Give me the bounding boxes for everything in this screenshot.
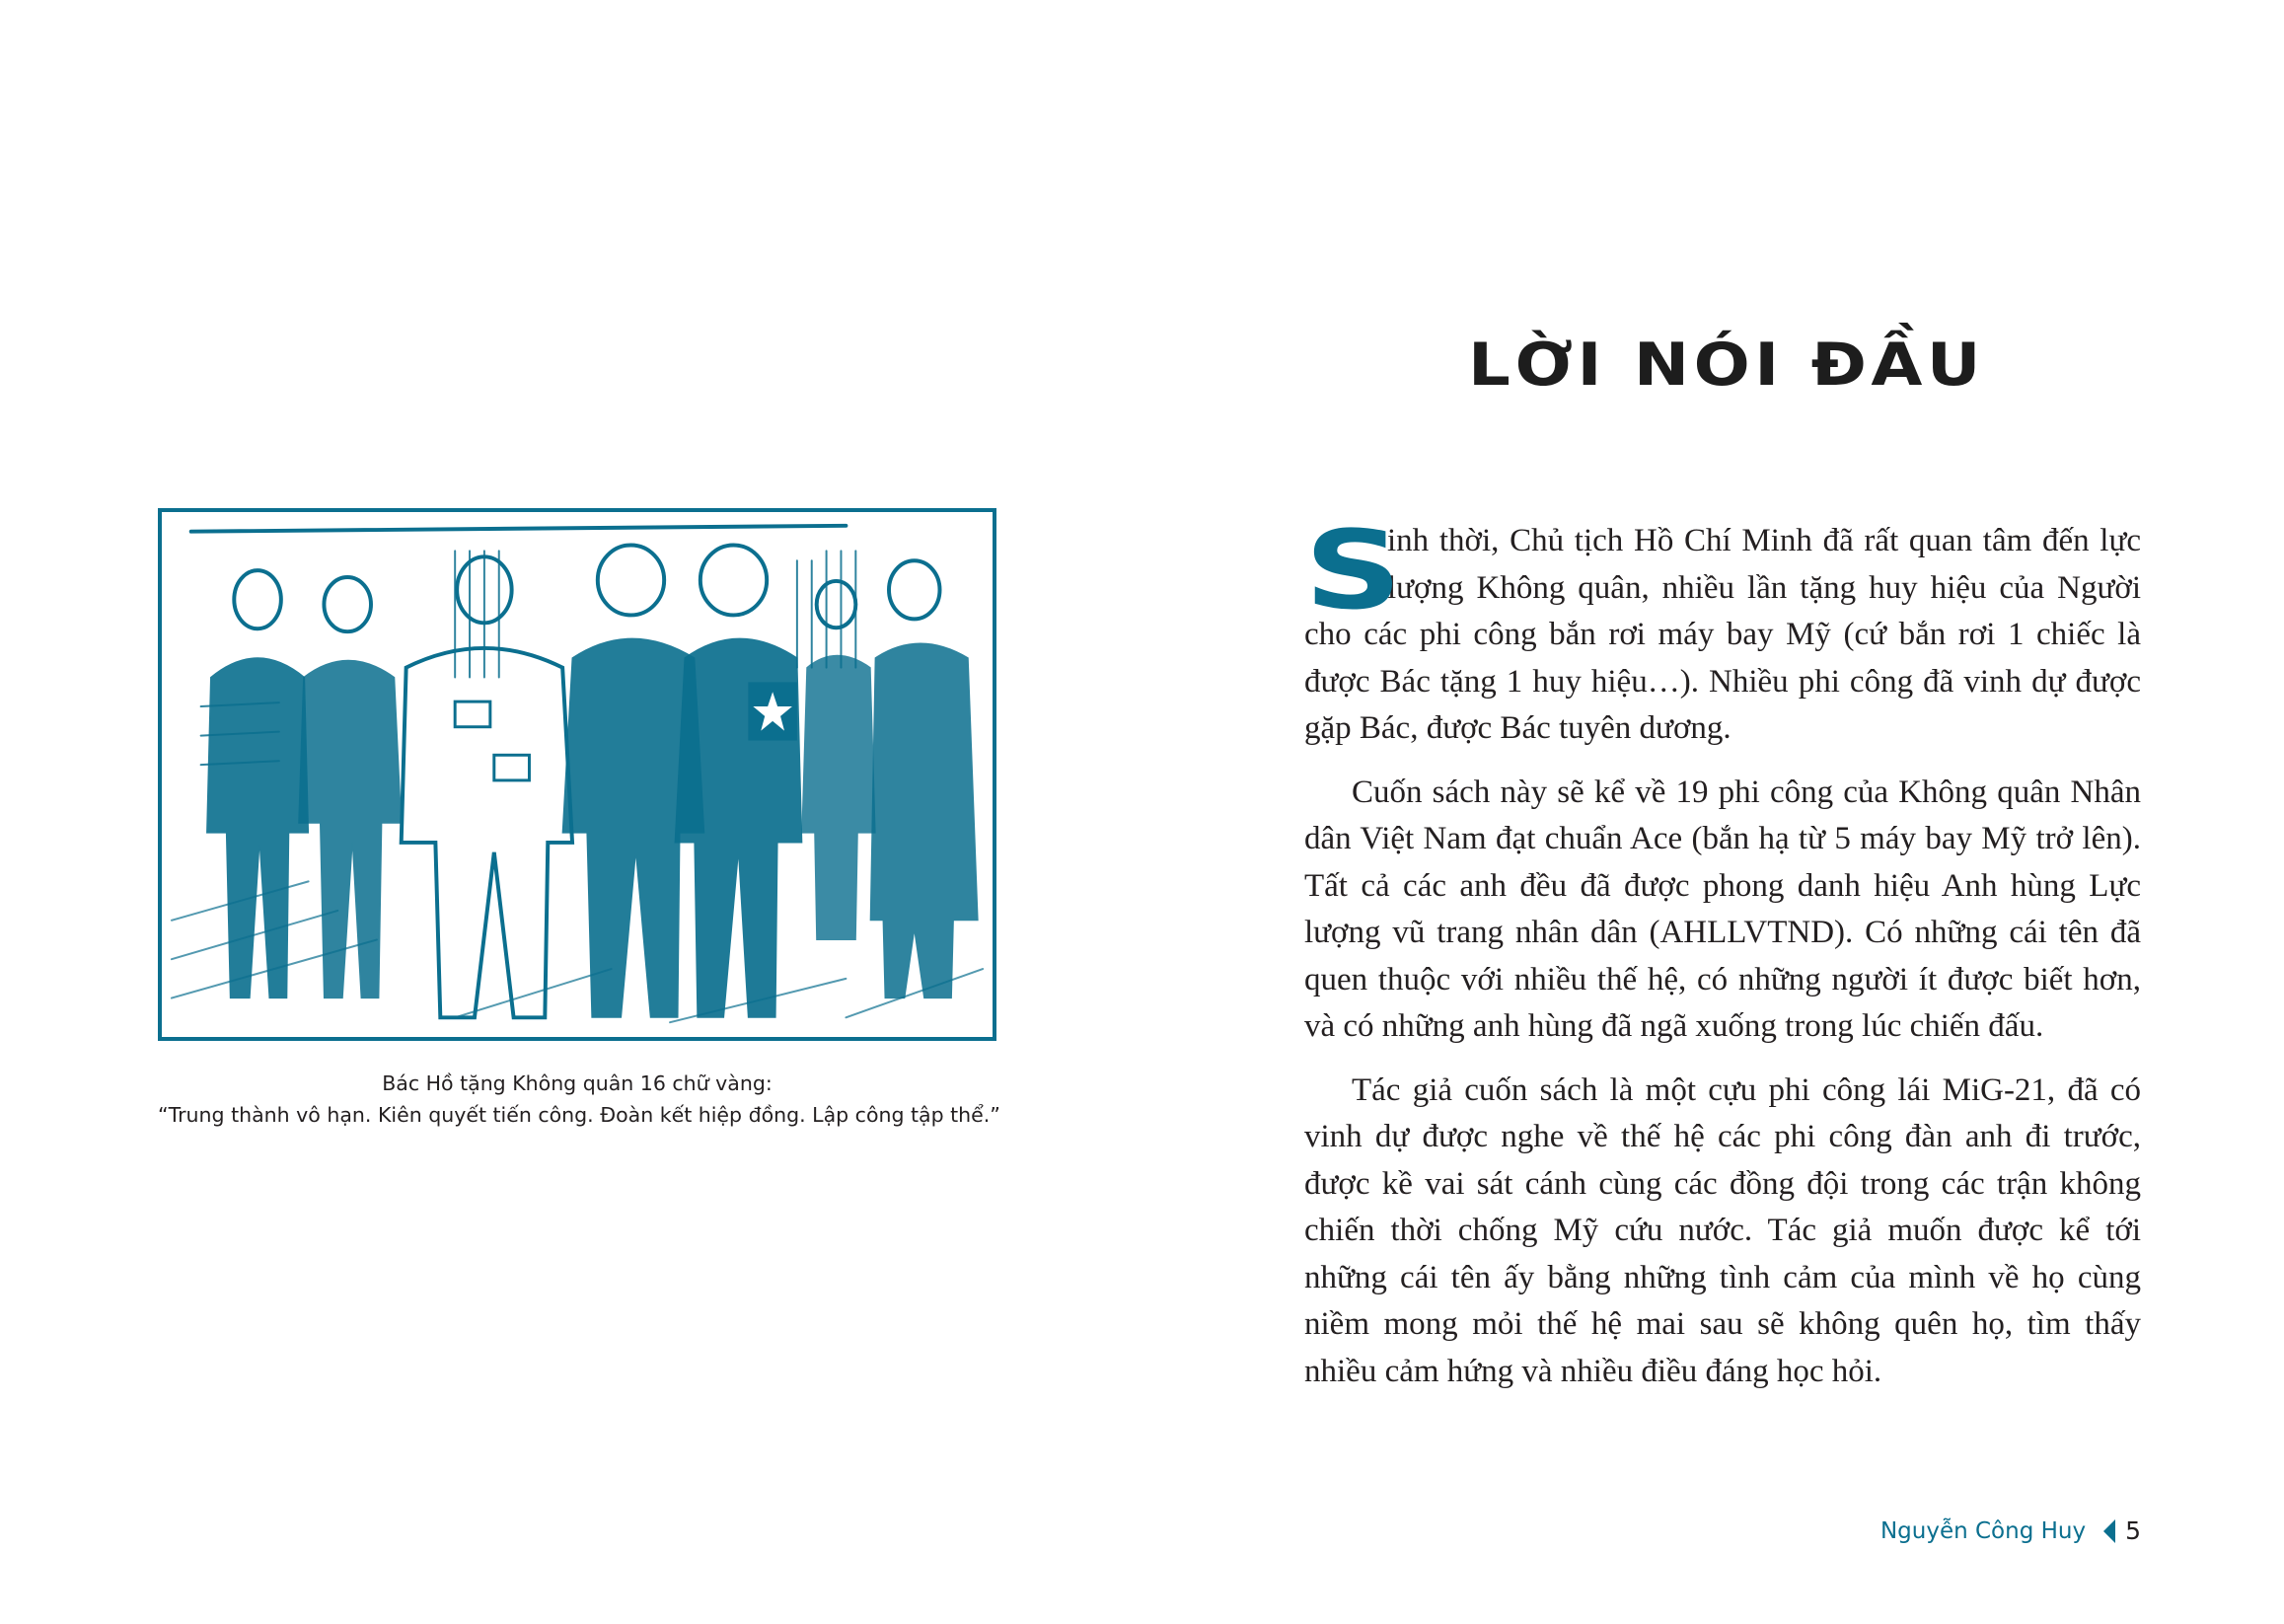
page-footer xyxy=(1880,1516,2141,1545)
author-name: Nguyễn Công Huy xyxy=(1879,1517,2087,1544)
paragraph-3: Tác giả cuốn sách là một cựu phi công lái MiG-21, đã có vinh dự được nghe về thế hệ các phi công đàn anh đi trước, được kề vai sát cánh cùng các đồng đội trong các trận không chiến thời chống Mỹ cứu nước. Tác giả muốn được kể tới những cái tên ấy bằng những tình cảm của mình về họ cùng niềm mong mỏi thế hệ mai sau sẽ không quên họ, tìm thấy nhiều cảm hứng và nhiều điều đáng học hỏi. xyxy=(1304,1071,2141,1389)
page-number: 5 xyxy=(2125,1516,2141,1545)
illustration-caption xyxy=(158,1068,1000,1131)
triangle-left-icon xyxy=(2103,1519,2115,1543)
caption-line-2: “Trung thành vô hạn. Kiên quyết tiến công. Đoàn kết hiệp đồng. Lập công tập thể.” xyxy=(158,1103,1000,1127)
drop-cap: S xyxy=(1304,507,1403,633)
caption-line-1: Bác Hồ tặng Không quân 16 chữ vàng: xyxy=(382,1071,773,1095)
paragraph-1 xyxy=(1304,507,2141,753)
preface-body xyxy=(1304,507,2141,1412)
paragraph-2: Cuốn sách này sẽ kể về 19 phi công của Không quân Nhân dân Việt Nam đạt chuẩn Ace (bắn hạ từ 5 máy bay Mỹ trở lên). Tất cả các anh đều đã được phong danh hiệu Anh hùng Lực lượng vũ trang nhân dân (AHLLVTND). Có những cái tên đã quen thuộc với nhiều thế hệ, có những người ít được biết hơn, và có những anh hùng đã ngã xuống trong lúc chiến đấu. xyxy=(1304,774,2141,1044)
paragraph-1-text: inh thời, Chủ tịch Hồ Chí Minh đã rất quan tâm đến lực lượng Không quân, nhiều lần tặng huy hiệu của Người cho các phi công bắn rơi máy bay Mỹ (cứ bắn rơi 1 chiếc là được Bác tặng 1 huy hiệu…). Nhiều phi công đã vinh dự được gặp Bác, được Bác tuyên dương. xyxy=(1304,523,2141,746)
page-title: LỜI NÓI ĐẦU xyxy=(1468,331,1985,400)
sketch-illustration-icon xyxy=(158,508,996,1041)
